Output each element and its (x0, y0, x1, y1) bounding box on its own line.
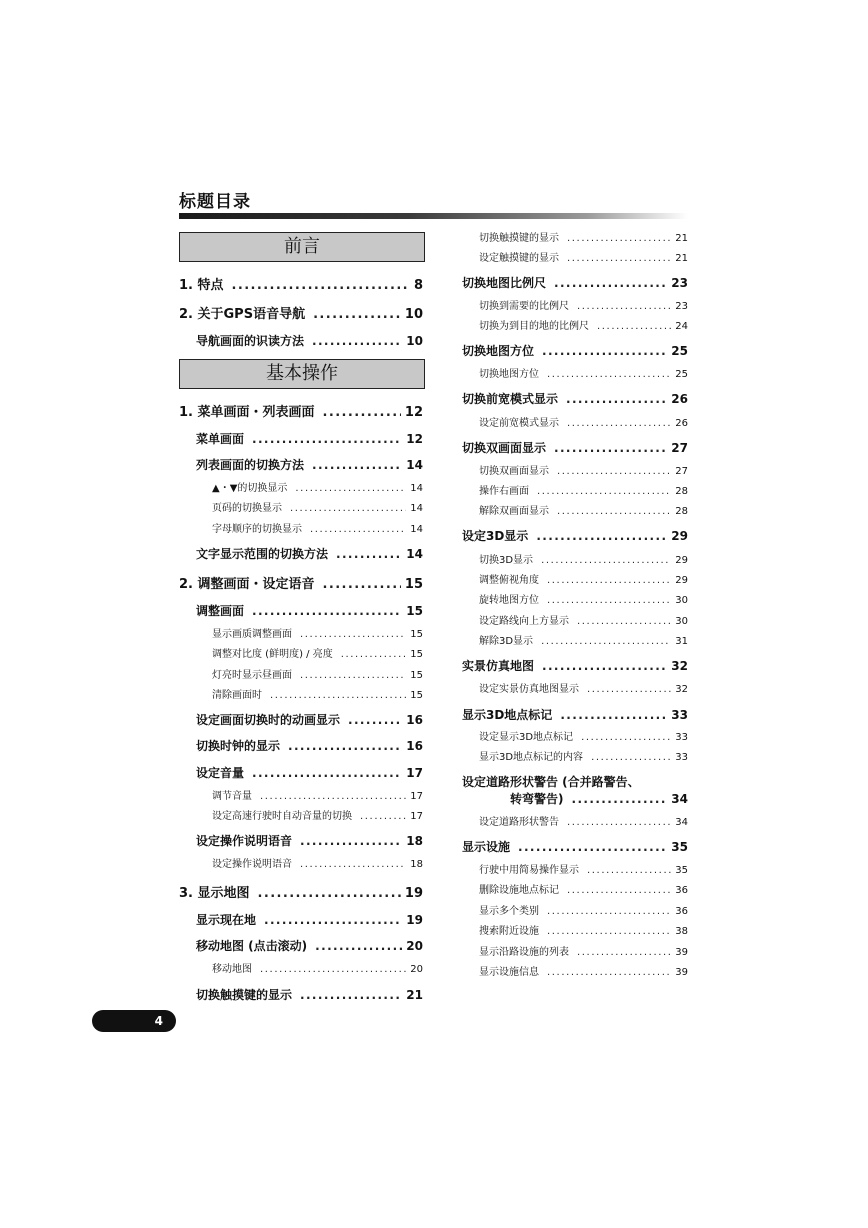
entry-title: 列表画面的切换方法 (196, 458, 305, 472)
entry-title: 显示3D地点标记的内容 (479, 752, 584, 763)
toc-entry[interactable] (479, 612, 688, 627)
entry-title: 清除画面时 (212, 690, 262, 701)
toc-entry[interactable] (179, 303, 423, 322)
entry-page: 27 (675, 466, 688, 477)
entry-page: 16 (406, 713, 423, 727)
toc-entry-road-warning-line1[interactable]: 设定道路形状警告 (合并路警告、 (462, 775, 640, 789)
toc-entry[interactable] (479, 414, 688, 429)
toc-entry[interactable] (179, 573, 423, 592)
toc-entry[interactable] (212, 645, 423, 660)
toc-entry[interactable] (479, 502, 688, 517)
entry-title: 显示画质调整画面 (212, 629, 292, 640)
entry-title: 2. 关于GPS语音导航 (179, 307, 306, 322)
entry-page: 33 (675, 752, 688, 763)
entry-page: 26 (671, 392, 688, 406)
entry-page: 39 (675, 967, 688, 978)
toc-entry[interactable] (479, 943, 688, 958)
entry-title: 设定前宽模式显示 (479, 418, 559, 429)
entry-page: 16 (406, 739, 423, 753)
entry-title: 切换为到目的地的比例尺 (479, 321, 589, 332)
toc-entry[interactable] (212, 666, 423, 681)
toc-entry[interactable] (479, 748, 688, 763)
toc-entry[interactable] (479, 881, 688, 896)
entry-page: 14 (410, 524, 423, 535)
entry-page: 32 (671, 659, 688, 673)
entry-page: 29 (675, 555, 688, 566)
toc-entry[interactable] (212, 855, 423, 870)
entry-title: 2. 调整画面・设定语音 (179, 577, 315, 592)
entry-title: 操作右画面 (479, 486, 529, 497)
toc-entry[interactable] (479, 229, 688, 244)
entry-title: 移动地图 (点击滚动) (196, 939, 308, 953)
entry-title: 删除设施地点标记 (479, 885, 559, 896)
toc-entry[interactable] (212, 499, 423, 514)
toc-entry[interactable] (196, 986, 423, 1003)
entry-title: 字母顺序的切换显示 (212, 524, 302, 535)
entry-title: 页码的切换显示 (212, 503, 282, 514)
entry-title: 菜单画面 (196, 432, 245, 446)
entry-title: 解除3D显示 (479, 636, 534, 647)
entry-title: 设定操作说明语音 (196, 834, 293, 848)
entry-title: 设定高速行驶时自动音量的切换 (212, 811, 352, 822)
entry-page: 23 (671, 276, 688, 290)
entry-title: 显示沿路设施的列表 (479, 947, 569, 958)
entry-page: 26 (675, 418, 688, 429)
entry-title: 设定路线向上方显示 (479, 616, 569, 627)
toc-entry[interactable] (479, 571, 688, 586)
entry-page: 17 (410, 811, 423, 822)
entry-title: 显示现在地 (196, 913, 257, 927)
toc-entry[interactable] (479, 317, 688, 332)
toc-entry[interactable] (179, 882, 423, 901)
entry-title: 显示设施信息 (479, 967, 539, 978)
entry-title: 旋转地图方位 (479, 595, 539, 606)
entry-title: 切换触摸键的显示 (196, 988, 293, 1002)
entry-page: 15 (410, 690, 423, 701)
toc-entry[interactable] (196, 911, 423, 928)
toc-entry[interactable] (196, 456, 423, 473)
toc-entry[interactable] (479, 365, 688, 380)
entry-page: 29 (675, 575, 688, 586)
toc-entry[interactable] (179, 274, 423, 293)
entry-page: 12 (404, 405, 423, 420)
entry-page: 33 (675, 732, 688, 743)
toc-entry[interactable] (212, 960, 423, 975)
toc-entry[interactable] (479, 551, 688, 566)
entry-page: 38 (675, 926, 688, 937)
entry-title: 显示设施 (462, 840, 511, 854)
toc-entry[interactable] (479, 462, 688, 477)
entry-title: 导航画面的识读方法 (196, 334, 305, 348)
toc-entry[interactable] (479, 902, 688, 917)
toc-entry[interactable] (479, 861, 688, 876)
page-title: 标题目录 (179, 192, 251, 212)
toc-entry[interactable] (479, 922, 688, 937)
toc-entry[interactable] (479, 249, 688, 264)
entry-page: 15 (410, 629, 423, 640)
entry-title: 切换地图比例尺 (462, 276, 547, 290)
entry-page: 18 (406, 834, 423, 848)
toc-entry[interactable] (462, 439, 688, 456)
toc-entry[interactable] (462, 390, 688, 407)
entry-page: 15 (406, 604, 423, 618)
toc-entry[interactable] (462, 838, 688, 855)
toc-entry[interactable] (196, 737, 423, 754)
toc-entry[interactable] (479, 591, 688, 606)
toc-entry[interactable] (479, 813, 688, 828)
entry-page: 28 (675, 506, 688, 517)
toc-entry[interactable] (196, 602, 423, 619)
toc-entry[interactable] (462, 274, 688, 291)
entry-page: 21 (675, 253, 688, 264)
entry-title: 转弯警告) (462, 792, 564, 806)
entry-page: 18 (410, 859, 423, 870)
entry-page: 21 (406, 988, 423, 1002)
toc-entry[interactable] (212, 787, 423, 802)
entry-title: 显示3D地点标记 (462, 708, 553, 722)
entry-page: 31 (675, 636, 688, 647)
entry-title: 3. 显示地图 (179, 886, 250, 901)
entry-title: ▲・▼的切换显示 (212, 483, 288, 494)
entry-title: 设定道路形状警告 (479, 817, 559, 828)
entry-page: 15 (410, 670, 423, 681)
entry-page: 34 (675, 817, 688, 828)
toc-entry[interactable] (196, 545, 423, 562)
toc-entry[interactable] (212, 686, 423, 701)
toc-entry[interactable] (196, 332, 423, 349)
entry-page: 35 (675, 865, 688, 876)
entry-page: 20 (410, 964, 423, 975)
entry-title: 移动地图 (212, 964, 252, 975)
entry-title: 1. 菜单画面・列表画面 (179, 405, 315, 420)
entry-page: 14 (410, 503, 423, 514)
entry-title: 调整对比度 (鲜明度) / 亮度 (212, 649, 333, 660)
entry-page: 19 (406, 913, 423, 927)
toc-entry[interactable] (212, 807, 423, 822)
entry-title: 设定音量 (196, 766, 245, 780)
entry-page: 14 (406, 458, 423, 472)
entry-page: 36 (675, 885, 688, 896)
toc-entry[interactable] (462, 657, 688, 674)
toc-entry[interactable] (212, 479, 423, 494)
entry-title: 切换触摸键的显示 (479, 233, 559, 244)
entry-title: 设定3D显示 (462, 529, 529, 543)
entry-page: 29 (671, 529, 688, 543)
section-heading-basic-operation: 基本操作 (179, 359, 425, 389)
toc-entry[interactable] (479, 680, 688, 695)
entry-page: 30 (675, 595, 688, 606)
entry-page: 36 (675, 906, 688, 917)
entry-title: 行驶中用简易操作显示 (479, 865, 579, 876)
entry-page: 19 (404, 886, 423, 901)
entry-page: 17 (406, 766, 423, 780)
toc-entry[interactable] (462, 706, 688, 723)
entry-title: 调整俯视角度 (479, 575, 539, 586)
entry-title: 设定触摸键的显示 (479, 253, 559, 264)
toc-entry[interactable] (196, 430, 423, 447)
toc-entry[interactable] (196, 764, 423, 781)
entry-page: 34 (671, 792, 688, 806)
entry-page: 23 (675, 301, 688, 312)
toc-entry[interactable] (479, 297, 688, 312)
title-gradient-bar (179, 213, 688, 219)
entry-title: 文字显示范围的切换方法 (196, 547, 329, 561)
entry-title: 切换3D显示 (479, 555, 534, 566)
entry-title: 切换前宽模式显示 (462, 392, 559, 406)
entry-page: 17 (410, 791, 423, 802)
toc-entry[interactable] (479, 728, 688, 743)
page-number-badge: 4 (92, 1010, 176, 1032)
toc-entry[interactable] (479, 482, 688, 497)
entry-title: 实景仿真地图 (462, 659, 535, 673)
toc-entry[interactable] (479, 963, 688, 978)
entry-title: 显示多个类别 (479, 906, 539, 917)
entry-page: 10 (406, 334, 423, 348)
entry-title: 设定显示3D地点标记 (479, 732, 574, 743)
toc-entry[interactable] (179, 401, 423, 420)
entry-page: 8 (413, 278, 423, 293)
entry-page: 15 (404, 577, 423, 592)
entry-page: 20 (406, 939, 423, 953)
toc-entry[interactable] (212, 625, 423, 640)
entry-title: 设定实景仿真地图显示 (479, 684, 579, 695)
entry-page: 32 (675, 684, 688, 695)
entry-page: 28 (675, 486, 688, 497)
entry-page: 21 (675, 233, 688, 244)
entry-title: 切换到需要的比例尺 (479, 301, 569, 312)
entry-page: 35 (671, 840, 688, 854)
entry-title: 切换双画面显示 (479, 466, 549, 477)
entry-page: 27 (671, 441, 688, 455)
entry-page: 30 (675, 616, 688, 627)
entry-page: 10 (404, 307, 423, 322)
entry-page: 25 (675, 369, 688, 380)
entry-page: 12 (406, 432, 423, 446)
entry-title: 切换地图方位 (462, 344, 535, 358)
toc-entry[interactable] (196, 937, 423, 954)
toc-entry[interactable] (479, 632, 688, 647)
entry-page: 39 (675, 947, 688, 958)
toc-entry[interactable] (196, 832, 423, 849)
entry-title: 设定操作说明语音 (212, 859, 292, 870)
toc-entry[interactable] (196, 711, 423, 728)
entry-title: 调整画面 (196, 604, 245, 618)
entry-title: 搜索附近设施 (479, 926, 539, 937)
entry-page: 14 (410, 483, 423, 494)
section-heading-preface: 前言 (179, 232, 425, 262)
entry-page: 15 (410, 649, 423, 660)
toc-entry[interactable] (462, 527, 688, 544)
entry-title: 切换双画面显示 (462, 441, 547, 455)
toc-entry[interactable] (462, 342, 688, 359)
entry-title: 1. 特点 (179, 278, 224, 293)
entry-page: 14 (406, 547, 423, 561)
entry-title: 设定画面切换时的动画显示 (196, 713, 341, 727)
entry-title: 调节音量 (212, 791, 252, 802)
entry-title: 解除双画面显示 (479, 506, 549, 517)
entry-page: 25 (671, 344, 688, 358)
entry-title: 切换地图方位 (479, 369, 539, 380)
toc-entry[interactable] (212, 520, 423, 535)
entry-title: 灯亮时显示昼画面 (212, 670, 292, 681)
entry-page: 24 (675, 321, 688, 332)
toc-entry[interactable] (462, 790, 688, 807)
entry-title: 切换时钟的显示 (196, 739, 281, 753)
entry-page: 33 (671, 708, 688, 722)
